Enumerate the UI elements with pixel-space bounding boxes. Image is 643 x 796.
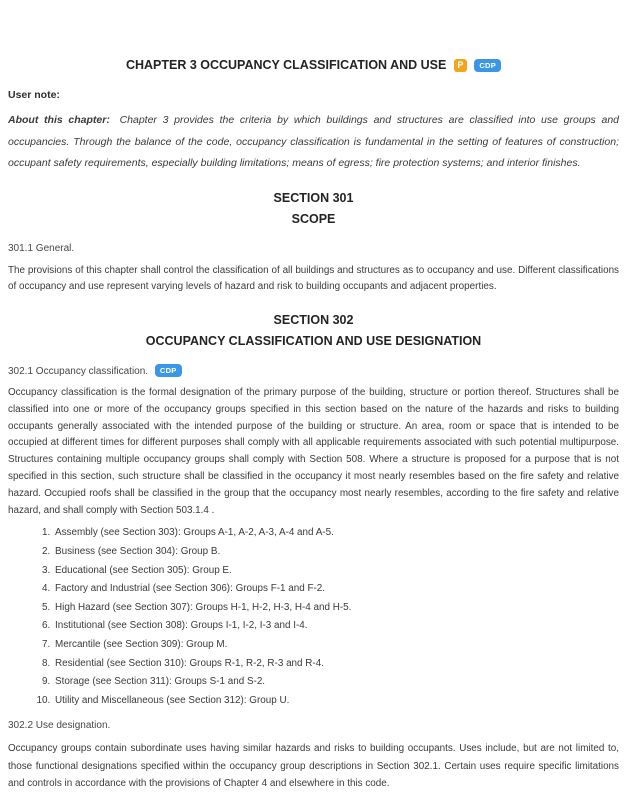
chapter-title-text: CHAPTER 3 OCCUPANCY CLASSIFICATION AND USE [125, 58, 447, 72]
about-chapter-paragraph [8, 110, 619, 175]
section-302-heading [8, 310, 619, 352]
user-note-label: User note: [8, 89, 60, 101]
section-301-number: SECTION 301 [273, 190, 354, 205]
subsection-302-2-heading: 302.2 Use designation. [8, 720, 111, 732]
about-chapter-text: Chapter 3 provides the criteria by which buildings and structures are classified into use groups and occupancies. Through the balance of the code, occupancy classification is fundamental in the setting of features of construction; occupant safety requirements, especially building limitations; means of egress; fire protection systems; and interior finishes. [8, 114, 620, 169]
list-item: 9. Storage (see Section 311): Groups S-1 and S-2. [53, 673, 619, 692]
list-item: 7. Mercantile (see Section 309): Group M. [53, 636, 619, 655]
list-item: 3. Educational (see Section 305): Group E. [53, 562, 619, 581]
about-chapter-lead: About this chapter: [8, 114, 110, 126]
list-item: 8. Residential (see Section 310): Groups R-1, R-2, R-3 and R-4. [53, 655, 619, 674]
subsection-302-2-body: Occupancy groups contain subordinate uses having similar hazards and risks to building occupants. Uses include, but are not limited to, those functional designations specified within the occupancy group descriptions in Section 302.1. Certain uses require specific limitations and controls in accordance with the provisions of Chapter 4 and elsewhere in this code. [8, 743, 619, 790]
section-302-name: OCCUPANCY CLASSIFICATION AND USE DESIGNATION [145, 334, 482, 349]
list-item: 5. High Hazard (see Section 307): Groups H-1, H-2, H-3, H-4 and H-5. [53, 599, 619, 618]
section-301-heading [8, 188, 619, 230]
cdp-badge[interactable]: CDP [155, 364, 182, 377]
premium-p-badge[interactable]: P [454, 59, 467, 72]
subsection-301-1-heading: 301.1 General. [8, 242, 75, 254]
subsection-302-1-body: Occupancy classification is the formal designation of the primary purpose of the building, structure or portion thereof. Structures shall be classified into one or more of the occupancy groups specified in this section based on the nature of the hazards and risks to building occupants generally associated with the intended purpose of the building or structure. An area, room or space that is intended to be occupied at different times for different purposes shall comply with all applicable requirements associated with such potential multipurpose. Structures containing multiple occupancy groups shall comply with Section 508. Where a structure is proposed for a purpose that is not specified in this section, such structure shall be classified in the occupancy it most nearly resembles based on the fire safety and relative hazard. Occupied roofs shall be classified in the group that the occupancy most nearly resembles, according to the fire safety and relative hazard, and shall comply with Section 503.1.4 . [8, 387, 619, 516]
list-item: 10. Utility and Miscellaneous (see Section 312): Group U. [53, 692, 619, 711]
list-item: 4. Factory and Industrial (see Section 306): Groups F-1 and F-2. [53, 580, 619, 599]
section-302-number: SECTION 302 [273, 313, 354, 328]
section-301-name: SCOPE [291, 211, 336, 226]
cdp-badge[interactable]: CDP [474, 59, 501, 72]
list-item: 2. Business (see Section 304): Group B. [53, 543, 619, 562]
occupancy-group-list [8, 524, 619, 710]
subsection-302-1-heading-text: 302.1 Occupancy classification. [8, 366, 149, 378]
list-item: 6. Institutional (see Section 308): Groups I-1, I-2, I-3 and I-4. [53, 617, 619, 636]
subsection-301-1-body: The provisions of this chapter shall control the classification of all buildings and structures as to occupancy and use. Different classifications of occupancy and use represent varying levels of hazard and risk to building occupants and adjacent properties. [8, 264, 619, 293]
list-item: 1. Assembly (see Section 303): Groups A-1, A-2, A-3, A-4 and A-5. [53, 524, 619, 543]
chapter-title [8, 58, 619, 73]
subsection-302-1-heading [8, 364, 619, 379]
